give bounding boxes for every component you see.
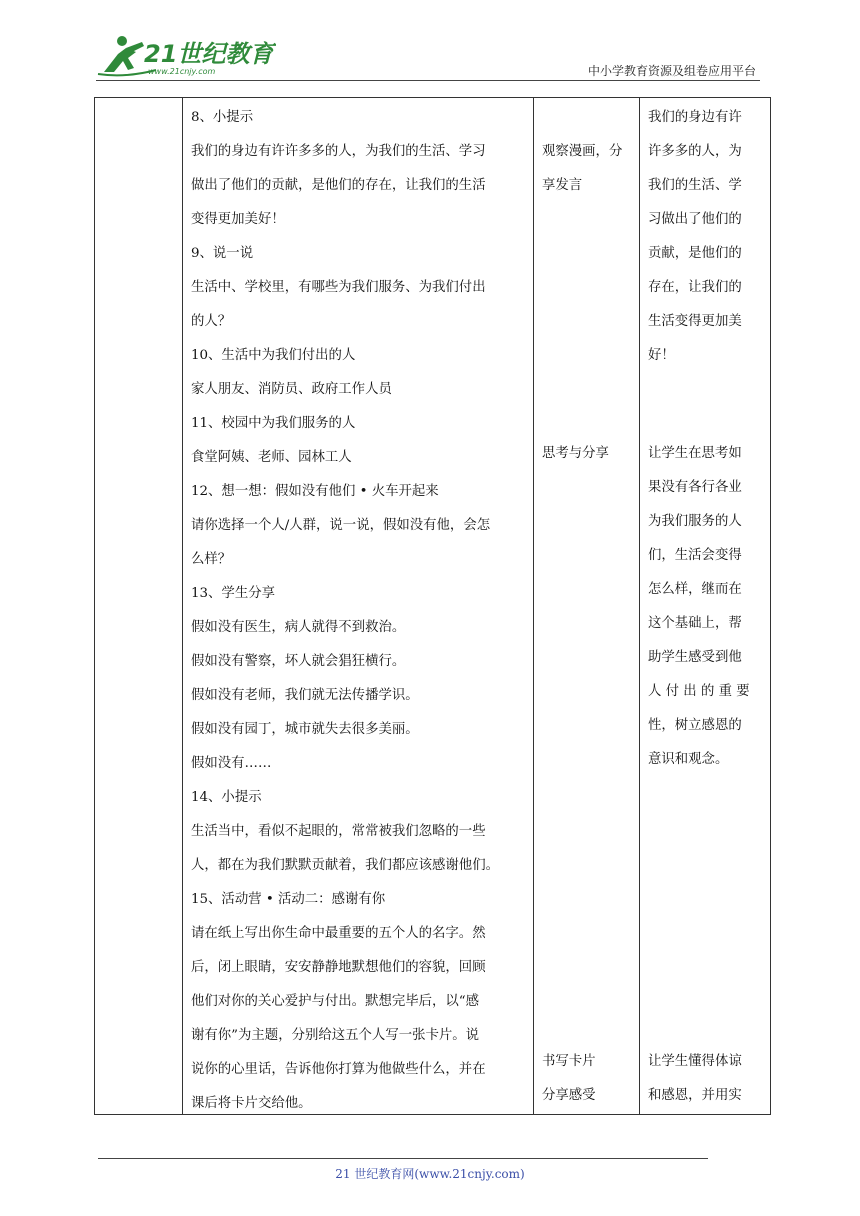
text-line: 习做出了他们的 [648,212,742,227]
text-line: 10、生活中为我们付出的人 [191,348,356,363]
text-line: 食堂阿姨、老师、园林工人 [191,450,352,465]
logo-url: www.21cnjy.com [148,67,216,76]
platform-title: 中小学教育资源及组卷应用平台 [587,64,756,78]
text-line: 们，生活会变得 [648,548,742,563]
text-line: 13、学生分享 [191,586,275,601]
text-line: 么样？ [191,552,232,567]
text-line: 生活当中，看似不起眼的，常常被我们忽略的一些 [191,824,486,839]
text-line: 让学生在思考如 [648,446,742,461]
text-line: 的人？ [191,314,232,329]
footer-link[interactable]: 21 世纪教育网(www.21cnjy.com) [335,1167,525,1181]
text-line: 好！ [648,348,675,363]
teaching-content-text [191,101,527,1121]
text-line: 这个基础上，帮 [648,616,742,631]
text-line: 假如没有老师，我们就无法传播学识。 [191,688,419,703]
text-line: 许多多的人，为 [648,144,742,159]
21cnjy-logo [96,32,276,78]
stage-cell [95,98,183,1115]
student-activity-2: 思考与分享 [542,446,609,461]
teaching-content-cell [183,98,534,1115]
text-line: 15、活动营 • 活动二：感谢有你 [191,892,386,907]
text-line: 性，树立感恩的 [648,718,742,733]
logo-wordmark: 21世纪教育 [144,40,274,68]
text-line: 假如没有…… [191,756,272,771]
design-intent-2 [648,437,766,777]
text-line: 说你的心里话，告诉他你打算为他做些什么，并在 [191,1062,486,1077]
footer-divider [98,1158,708,1159]
text-line: 生活中、学校里，有哪些为我们服务、为我们付出 [191,280,486,295]
student-activity-3: 书写卡片 分享感受 [542,1054,596,1103]
text-line: 为我们服务的人 [648,514,742,529]
text-line: 课后将卡片交给他。 [191,1096,312,1111]
text-line: 助学生感受到他 [648,650,742,665]
student-activity-1: 观察漫画，分 享发言 [542,144,623,193]
text-line: 我们的身边有许许多多的人，为我们的生活、学习 [191,144,486,159]
text-line: 家人朋友、消防员、政府工作人员 [191,382,392,397]
text-line: 假如没有园丁，城市就失去很多美丽。 [191,722,419,737]
text-line: 假如没有医生，病人就得不到救治。 [191,620,406,635]
text-line: 8、小提示 [191,110,254,125]
text-line: 9、说一说 [191,246,254,261]
text-line: 果没有各行各业 [648,480,742,495]
lesson-table [94,97,771,1115]
text-line: 生活变得更加美 [648,314,742,329]
design-intent-3 [648,1045,766,1113]
text-line: 请你选择一个人/人群，说一说，假如没有他，会怎 [191,518,491,533]
text-line: 谢有你”为主题，分别给这五个人写一张卡片。说 [191,1028,480,1043]
text-line: 11、校园中为我们服务的人 [191,416,356,431]
text-line: 我们的生活、学 [648,178,742,193]
text-line: 让学生懂得体谅 [648,1054,742,1069]
text-line: 14、小提示 [191,790,262,805]
text-line: 存在，让我们的 [648,280,742,295]
text-line: 变得更加美好！ [191,212,285,227]
table-row [95,98,771,1115]
text-line: 意识和观念。 [648,752,729,767]
student-activity-cell [534,98,640,1115]
header-divider [96,80,760,81]
text-line: 他们对你的关心爱护与付出。默想完毕后，以“感 [191,994,480,1009]
design-intent-cell [640,98,771,1115]
text-line: 12、想一想：假如没有他们 • 火车开起来 [191,484,439,499]
text-line: 和感恩，并用实 [648,1088,742,1103]
text-line: 人，都在为我们默默贡献着，我们都应该感谢他们。 [191,858,499,873]
text-line: 我们的身边有许 [648,110,742,125]
text-line: 人 付 出 的 重 要 [648,684,750,699]
text-line: 贡献，是他们的 [648,246,742,261]
text-line: 请在纸上写出你生命中最重要的五个人的名字。然 [191,926,486,941]
text-line: 怎么样，继而在 [648,582,742,597]
design-intent-1 [648,101,766,373]
text-line: 后，闭上眼睛，安安静静地默想他们的容貌，回顾 [191,960,486,975]
text-line: 假如没有警察，坏人就会猖狂横行。 [191,654,406,669]
text-line: 做出了他们的贡献，是他们的存在，让我们的生活 [191,178,486,193]
